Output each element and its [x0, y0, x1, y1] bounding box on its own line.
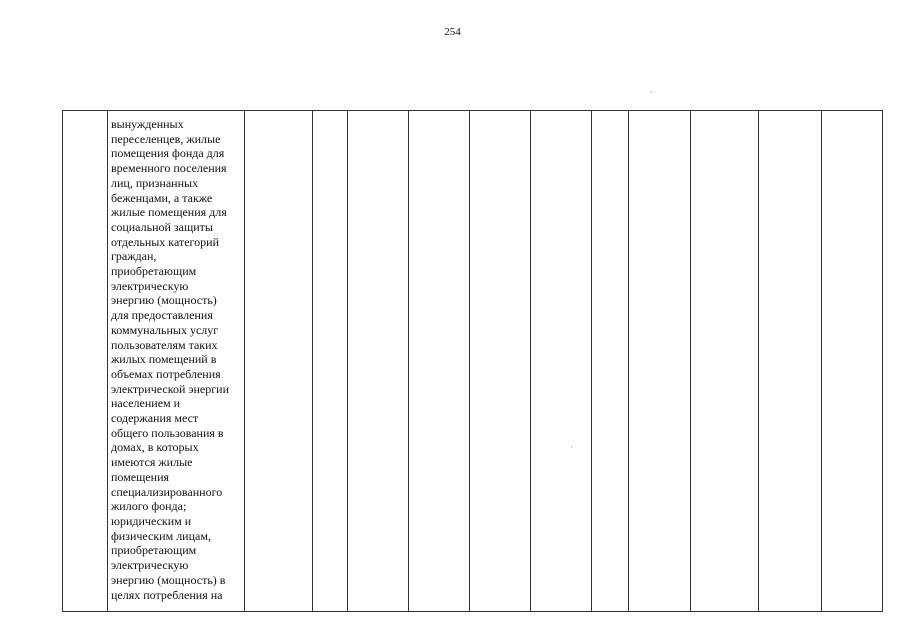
- table-cell-empty: [409, 111, 470, 612]
- table-cell-empty: [592, 111, 629, 612]
- table-cell-empty: [759, 111, 822, 612]
- table-cell-empty: [691, 111, 759, 612]
- table-cell-empty: [348, 111, 409, 612]
- table-cell-empty: [245, 111, 313, 612]
- table-cell-number: [63, 111, 108, 612]
- table-cell-empty: [629, 111, 691, 612]
- table-cell-empty: [531, 111, 592, 612]
- page-number: 254: [444, 26, 461, 38]
- table-cell-empty: [313, 111, 348, 612]
- table-cell-empty: [822, 111, 883, 612]
- data-table: [62, 110, 883, 612]
- scan-speck: [651, 91, 652, 92]
- table-cell-empty: [470, 111, 531, 612]
- table-cell-description: вынужденных переселенцев, жилые помещения фонда для временного поселения лиц, признанных беженцами, а также жилые помещения для социальной защиты отдельных категорий граждан, приобретающим электрическую энергию (мощность) для предоставления коммунальных услуг пользователям таких жилых помещений в объемах потребления электрической энергии населением и содержания мест общего пользования в домах, в которых имеются жилые помещения специализированного жилого фонда; юридическим и физическим лицам, приобретающим электрическую энергию (мощность) в целях потребления на: [108, 111, 245, 612]
- table-row: [63, 111, 883, 612]
